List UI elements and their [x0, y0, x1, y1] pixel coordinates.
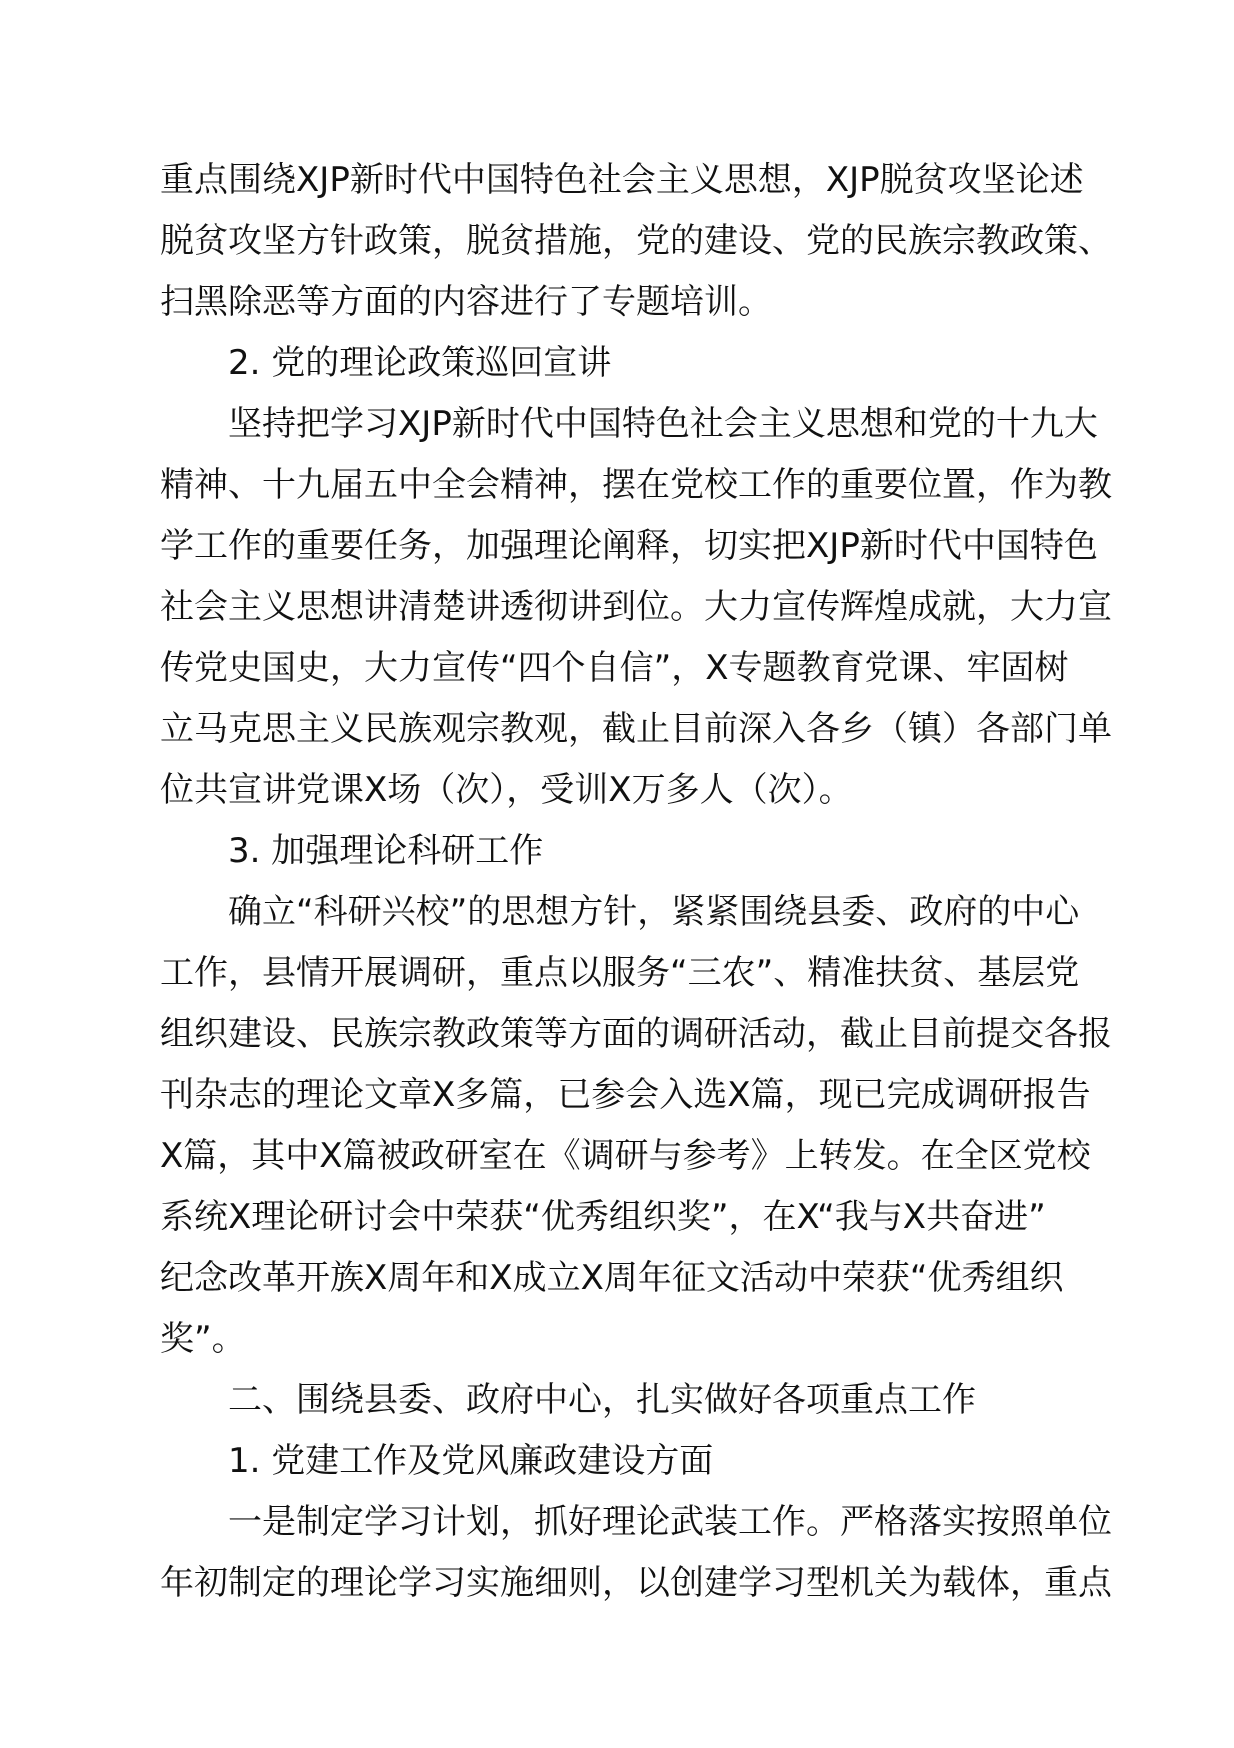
- text-line: 纪念改革开族X周年和X成立X周年征文活动中荣获“优秀组织: [160, 1258, 1064, 1298]
- text-line: 学工作的重要任务，加强理论阐释，切实把XJP新时代中国特色: [160, 526, 1098, 566]
- text-line: 立马克思主义民族观宗教观，截止目前深入各乡（镇）各部门单: [160, 709, 1112, 749]
- text-line: 位共宣讲党课X场（次），受训X万多人（次）。: [160, 770, 853, 810]
- text-line: 脱贫攻坚方针政策，脱贫措施，党的建设、党的民族宗教政策、: [160, 221, 1112, 261]
- paragraph-start: 坚持把学习XJP新时代中国特色社会主义思想和党的十九大: [228, 404, 1098, 444]
- text-line: 组织建设、民族宗教政策等方面的调研活动，截止目前提交各报: [160, 1014, 1112, 1054]
- text-line: 扫黑除恶等方面的内容进行了专题培训。: [160, 282, 772, 322]
- section-heading: 3. 加强理论科研工作: [228, 831, 544, 871]
- text-line: 传党史国史，大力宣传“四个自信”，X专题教育党课、牢固树: [160, 648, 1069, 688]
- section-heading: 二、围绕县委、政府中心，扎实做好各项重点工作: [228, 1380, 976, 1420]
- paragraph-start: 一是制定学习计划，抓好理论武装工作。严格落实按照单位: [228, 1502, 1112, 1542]
- section-heading: 2. 党的理论政策巡回宣讲: [228, 343, 612, 383]
- text-line: 系统X理论研讨会中荣获“优秀组织奖”，在X“我与X共奋进”: [160, 1197, 1046, 1237]
- text-line: 社会主义思想讲清楚讲透彻讲到位。大力宣传辉煌成就，大力宣: [160, 587, 1112, 627]
- paragraph-start: 确立“科研兴校”的思想方针，紧紧围绕县委、政府的中心: [228, 892, 1080, 932]
- text-line: 重点围绕XJP新时代中国特色社会主义思想，XJP脱贫攻坚论述: [160, 160, 1084, 200]
- text-line: 精神、十九届五中全会精神，摆在党校工作的重要位置，作为教: [160, 465, 1112, 505]
- text-line: 奖”。: [160, 1319, 246, 1359]
- text-line: 工作，县情开展调研，重点以服务“三农”、精准扶贫、基层党: [160, 953, 1080, 993]
- subsection-heading: 1. 党建工作及党风廉政建设方面: [228, 1441, 714, 1481]
- text-line: X篇，其中X篇被政研室在《调研与参考》上转发。在全区党校: [160, 1136, 1091, 1176]
- text-line: 刊杂志的理论文章X多篇，已参会入选X篇，现已完成调研报告: [160, 1075, 1091, 1115]
- text-line: 年初制定的理论学习实施细则，以创建学习型机关为载体，重点: [160, 1563, 1112, 1603]
- document-body: [160, 150, 1120, 1614]
